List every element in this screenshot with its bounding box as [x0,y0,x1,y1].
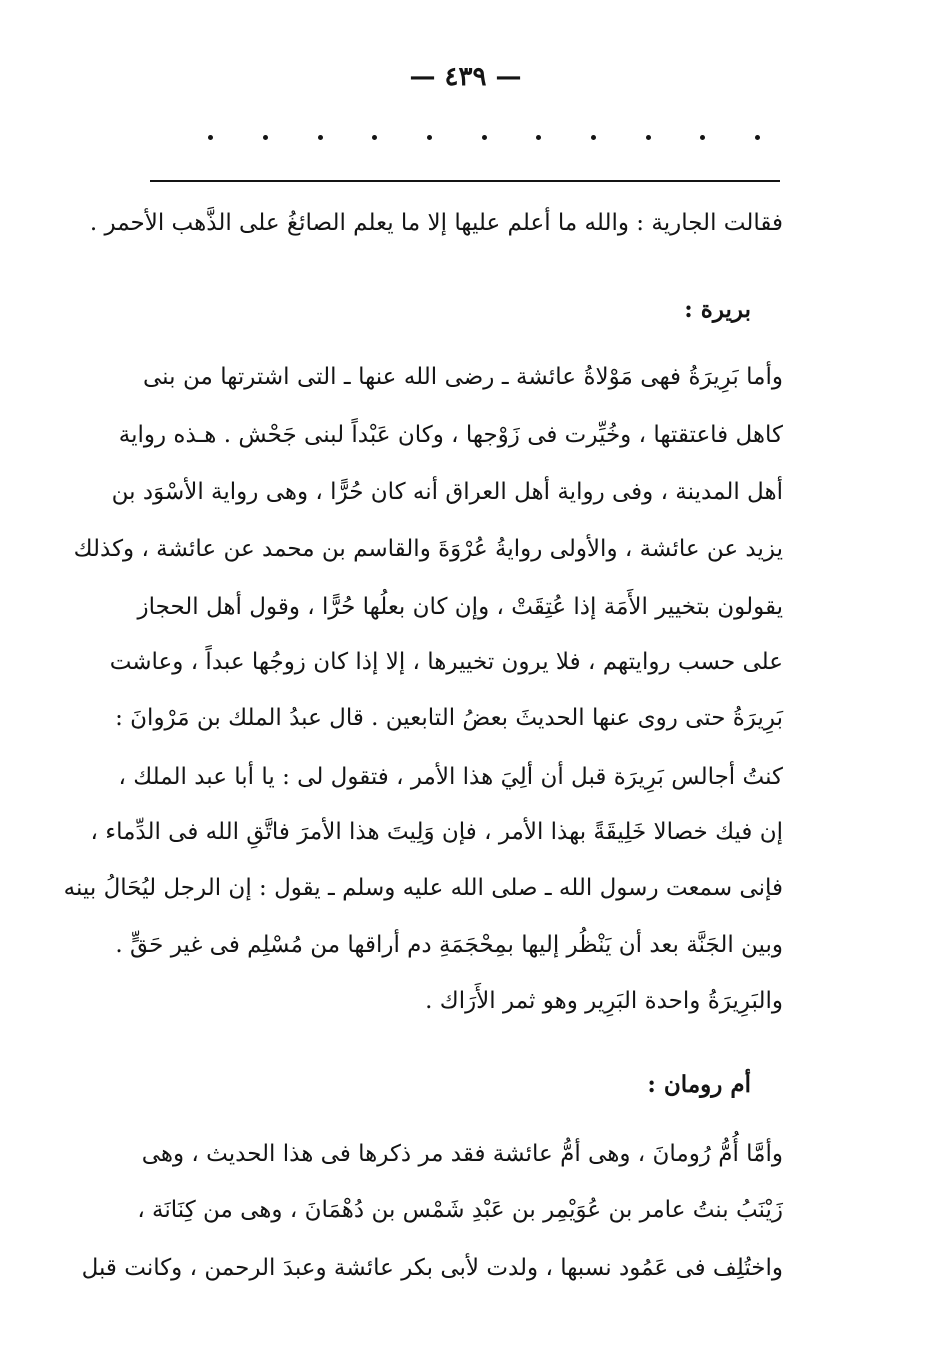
text-line: يقولون بتخيير الأَمَة إذا عُتِقَتْ ، وإن كان بعلُها حُرًّا ، وقول أهل الحجاز [137,594,783,620]
text-line: فإنى سمعت رسول الله ـ صلى الله عليه وسلم ـ يقول : إن الرجل ليُحَالُ بينه [63,875,783,901]
text-line: وبين الجَنَّة بعد أن يَنْظُر إليها بمِحْجَمَةِ دم أراقها من مُسْلِم فى غير حَقٍّ . [115,932,783,958]
ornament-dot [482,135,487,140]
text-line: بَرِيرَةُ حتى روى عنها الحديثَ بعضُ التابعين . قال عبدُ الملك بن مَرْوانَ : [115,705,783,731]
ornament-dot [591,135,596,140]
ornament-dot [700,135,705,140]
text-line: زَيْنَبُ بنتُ عامر بن عُوَيْمِر بن عَبْدِ شَمْس بن دُهْمَانَ ، وهى من كِنَانَة ، [137,1197,783,1223]
ornament-dot [427,135,432,140]
text-line: على حسب روايتهم ، فلا يرون تخييرها ، إلا إذا كان زوجُها عبداً ، وعاشت [109,649,783,675]
text-line: واختُلِف فى عَمُود نسبها ، ولدت لأبى بكر عائشة وعبدَ الرحمن ، وكانت قبل [81,1255,783,1281]
text-line: أهل المدينة ، وفى رواية أهل العراق أنه كان حُرًّا ، وهى رواية الأسْوَد بن [111,479,783,505]
text-line: وأمَّا أُمُّ رُومانَ ، وهى أمُّ عائشة فقد مر ذكرها فى هذا الحديث ، وهى [141,1141,783,1167]
ornament-dots [208,135,760,140]
ornament-dot [318,135,323,140]
text-line: والبَرِيرَةُ واحدة البَرِير وهو ثمر الأَرَاك . [425,988,783,1014]
ornament-dot [372,135,377,140]
text-line: كاهل فاعتقتها ، وخُيِّرت فى زَوْجها ، وكان عَبْداً لبنى جَحْش . هـذه رواية [118,422,783,448]
text-line: كنتُ أجالس بَرِيرَة قبل أن ألِيَ هذا الأمر ، فتقول لى : يا أبا عبد الملك ، [118,764,783,790]
section-heading-barira: بريرة : [684,296,751,323]
ornament-dot [263,135,268,140]
ornament-dot [208,135,213,140]
ornament-dot [536,135,541,140]
text-line-top: فقالت الجارية : والله ما أعلم عليها إلا ما يعلم الصائغُ على الذَّهب الأحمر . [89,210,783,236]
page-number: — ٤٣٩ — [409,62,522,92]
text-line: يزيد عن عائشة ، والأولى روايةُ عُرْوَةَ والقاسم بن محمد عن عائشة ، وكذلك [73,536,783,562]
text-line: إن فيك خصالا خَلِيقَةً بهذا الأمر ، فإن وَلِيتَ هذا الأمرَ فاتَّقِ الله فى الدِّماء ، [90,819,783,845]
header-rule [150,180,780,182]
section-heading-umm-ruman: أم رومان : [647,1071,751,1098]
text-line: وأما بَرِيرَةُ فهى مَوْلاةُ عائشة ـ رضى الله عنها ـ التى اشترتها من بنى [143,364,783,390]
ornament-dot [755,135,760,140]
ornament-dot [646,135,651,140]
